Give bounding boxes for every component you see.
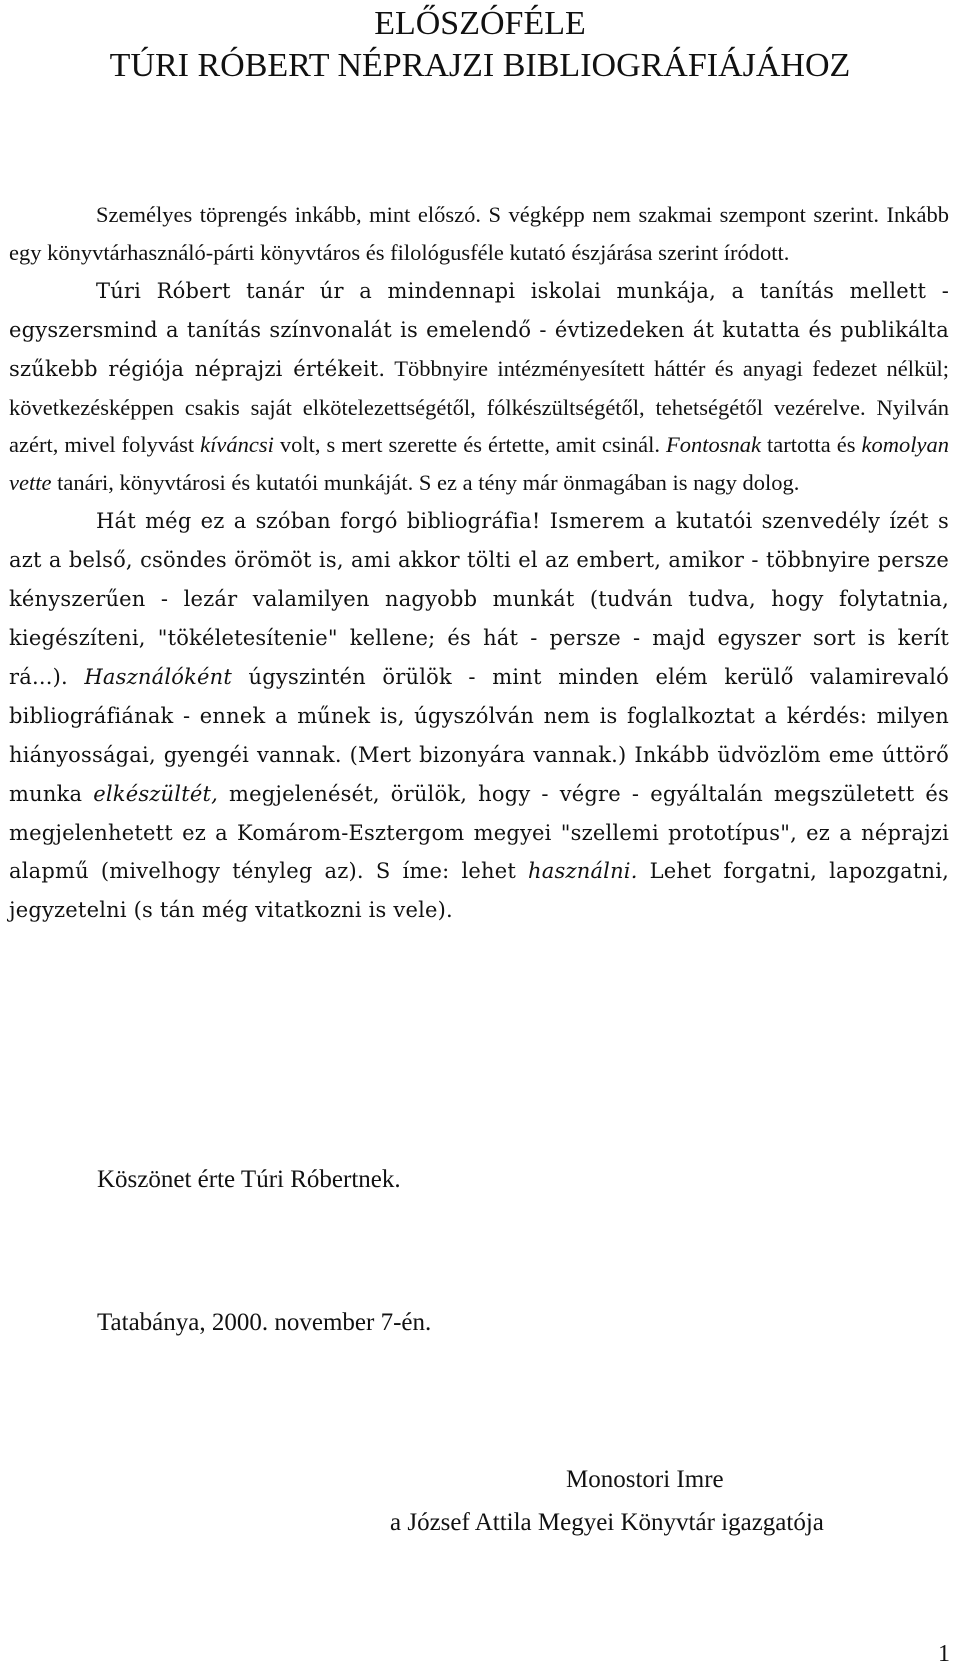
paragraph-3-part-2: Ismerem a kutatói szenvedély ízét s azt a belső, csöndes örömöt is, ami akkor tölti el az embert, amikor - többnyire persze kényszerűen - lezár valamilyen nagyobb munkát (tudván tudva, hogy folytatnia, kiegészíteni, "tökéletesítenie" kellene; és hát - persze - majd egyszer sort is kerít rá...).: [9, 509, 949, 689]
paragraph-2-part-6: tartotta és: [761, 432, 862, 458]
paragraph-3-part-4: úgyszintén örülök - mint minden elém kerülő valamirevaló bibliográfiának - ennek a műnek is, úgyszólván nem is foglalkoztat a kérdés: milyen hiányosságai, gyengéi vannak. (Mert bizonyára vannak.) Inkább üdvözlöm eme úttörő munka: [9, 664, 949, 806]
paragraph-3-part-6: megjelenését, örülök, hogy - végre - egyáltalán megszületett és megjelenhetett ez a Komárom-Esztergom megyei "szellemi prototípus", ez a néprajzi alapmű (mivelhogy tényleg az). S íme: lehet: [9, 781, 949, 884]
paragraph-2: [9, 272, 949, 502]
paragraph-1-text: Személyes töprengés inkább, mint előszó. S végképp nem szakmai szempont szerint. Inkább egy könyvtárhasználó-párti könyvtáros és filológusféle kutató észjárása szerint íródott.: [9, 202, 949, 265]
body-text: [9, 196, 949, 930]
thanks-line: Köszönet érte Túri Róbertnek.: [97, 1166, 401, 1193]
signature-role: a József Attila Megyei Könyvtár igazgatója: [390, 1509, 824, 1536]
paragraph-2-sentence-1: Túri Róbert tanár úr a mindennapi iskolai munkája, a tanítás mellett - egyszersmind a tanítás színvonalát is emelendő - évtizedeken át kutatta és publikálta szűkebb régiója néprajzi értékeit.: [9, 278, 949, 381]
document-title-line2: TÚRI RÓBERT NÉPRAJZI BIBLIOGRÁFIÁJÁHOZ: [109, 47, 851, 84]
page-number: 1: [938, 1641, 950, 1667]
signature-name: Monostori Imre: [566, 1466, 724, 1493]
paragraph-2-part-8: tanári, könyvtárosi és kutatói munkáját. S ez a tény már önmagában is nagy dolog.: [51, 470, 800, 496]
paragraph-3-emphasis-3: használni.: [528, 859, 638, 884]
paragraph-1: [9, 196, 949, 272]
paragraph-2-emphasis-2: Fontosnak: [666, 432, 761, 458]
paragraph-3-emphasis-1: Használóként: [84, 664, 233, 689]
paragraph-3-sentence-1: Hát még ez a szóban forgó bibliográfia!: [96, 509, 541, 534]
paragraph-2-part-4: volt, s mert szerette és értette, amit csinál.: [273, 432, 666, 458]
paragraph-2-emphasis-1: kíváncsi: [200, 432, 274, 458]
paragraph-3: [9, 502, 949, 930]
paragraph-2-emphasis-3: komolyan vette: [9, 432, 950, 496]
paragraph-3-part-8: Lehet forgatni, lapozgatni, jegyzetelni (s tán még vitatkozni is vele).: [9, 859, 949, 923]
paragraph-2-part-2: Többnyire intézményesített háttér és anyagi fedezet nélkül; következésképpen csakis saját elkötelezettségétől, fólkészültségétől, tehetségétől vezérelve. Nyilván azért, mivel folyvást: [9, 355, 949, 458]
place-date-line: Tatabánya, 2000. november 7-én.: [97, 1309, 432, 1336]
paragraph-3-emphasis-2: elkészültét,: [93, 781, 218, 806]
document-title-line1: ELŐSZÓFÉLE: [374, 5, 586, 42]
